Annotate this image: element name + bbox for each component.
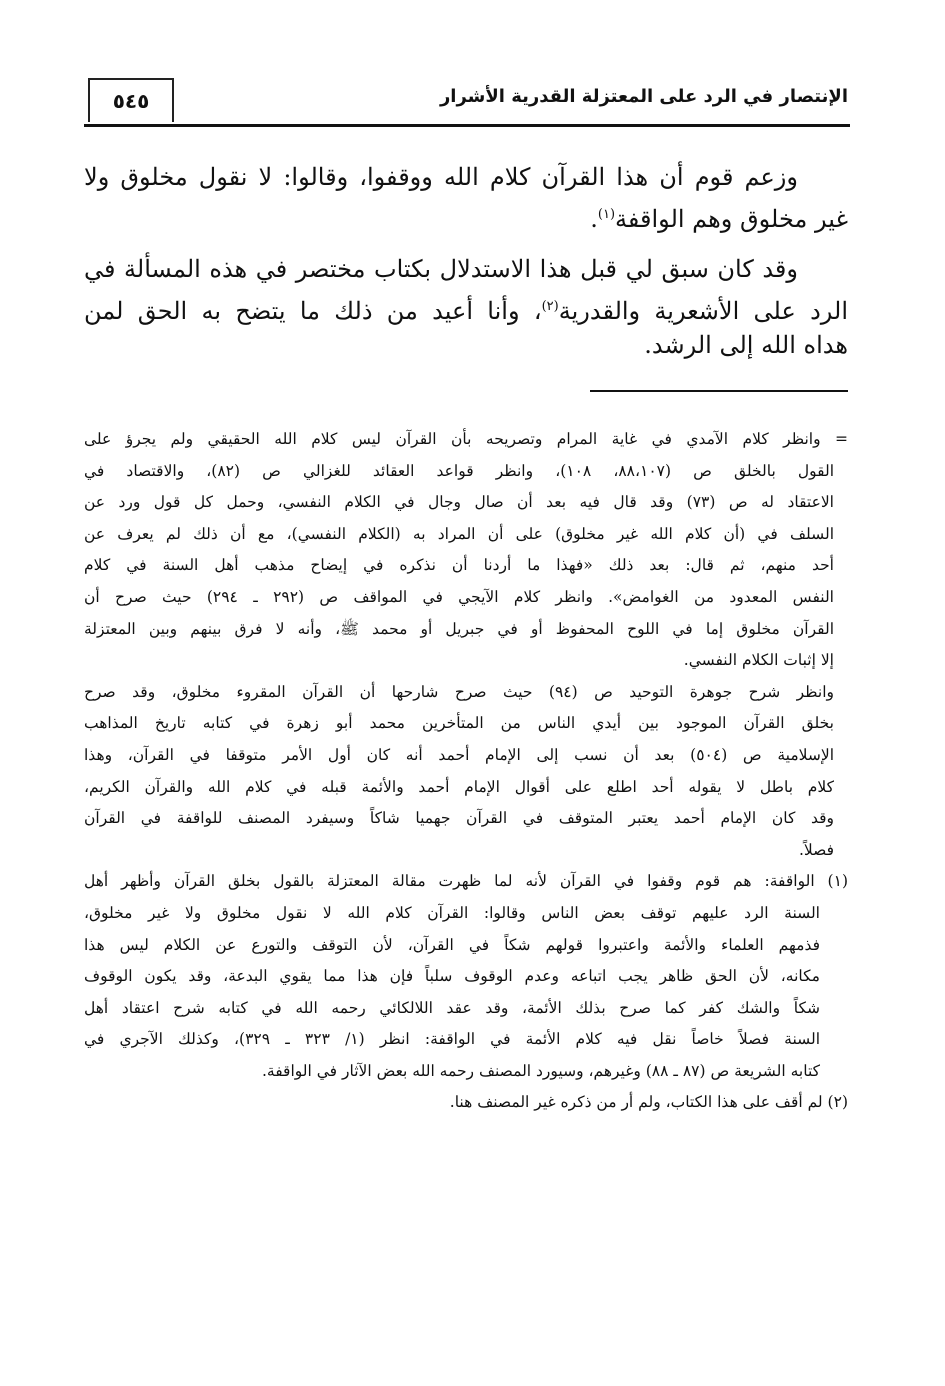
footnote-line: القول بالخلق ص (٨٨،١٠٧، ١٠٨)، وانظر قواعد العقائد للغزالي ص (٨٢)، والاقتصاد في [84,461,835,480]
body-line: هداه الله إلى الرشد. [644,331,848,359]
footnote-line: = وانظر كلام الآمدي في غاية المرام وتصريحه بأن القرآن ليس كلام الله الحقيقي ولم يجرؤ على [84,430,848,448]
body-text: ، وأنا أعيد من ذلك ما يتضح به الحق لمن [84,297,542,325]
body-line: غير مخلوق وهم الواقفة$^{(١)}$. [590,205,848,233]
footnote-line: إلا إثبات الكلام النفسي. [683,651,834,670]
footnote-line: أحد منهم، ثم قال: بعد ذلك «فهذا ما أردنا أن نذكره في إيضاح مذهب أهل السنة في كلام [84,556,834,575]
body-text: غير مخلوق وهم الواقفة [615,205,848,233]
footnote-line: السلف في (أن كلام الله غير مخلوق) على أن المراد به (الكلام النفسي)، مع أن ذلك لم يعرف عن [84,524,834,543]
footnotes [84,424,848,1119]
paragraph-1 [84,158,848,234]
footnote-1-line: مكانه، لأن الحق ظاهر يجب اتباعه وعدم الوقوف سلباً فإن هذا مما يقوي البدعة، وقد يكون الوقوف [84,967,820,986]
footnote-1-line: السنة فصلاً خاصاً نقل فيه كلام الأئمة في الواقفة: انظر (١/ ٣٢٣ ـ ٣٢٩)، وكذلك الآجري في [84,1030,820,1049]
footnote-line: بخلق القرآن الموجود بين أيدي الناس من المتأخرين محمد أبو زهرة في كتابه تاريخ المذاهب [84,714,834,733]
footnote-line: النفس المعدود من الغوامض». وانظر كلام الآيجي في المواقف ص (٢٩٢ ـ ٢٩٤) حيث صرح أن [84,587,834,606]
header-rule [84,124,850,127]
footnote-line: وانظر شرح جوهرة التوحيد ص (٩٤) حيث صرح شارحها أن القرآن المقروء مخلوق، وقد صرح [84,682,834,701]
footnote-line: كلام باطل لا يقوله أحد اطلع على أقوال الإمام أحمد والأئمة قبله في كلام الله والقرآن الكريم، [84,777,834,796]
footnote-line: وقد كان الإمام أحمد يعتبر المتوقف في القرآن جهميا شاكاً وسيفرد المصنف للواقفة في القرآن [84,809,834,828]
footnote-1-line: كتابه الشريعة ص (٨٧ ـ ٨٨) وغيرهم، وسيورد المصنف رحمه الله بعض الآثار في الواقفة. [261,1061,820,1080]
footnote-1-line: شكاً والشك كفر كما صرح بذلك الأئمة، وقد عقد اللالكائي رحمه الله في كتابه شرح اعتقاد أهل [84,998,820,1017]
body-text: الرد على الأشعرية والقدرية [558,297,848,325]
footnote-line: فصلاً. [798,840,834,859]
body-line: وقد كان سبق لي قبل هذا الاستدلال بكتاب مختصر في هذه المسألة في [84,255,798,283]
body-line [84,288,848,326]
footnote-2: (٢) لم أقف على هذا الكتاب، ولم أر من ذكره غير المصنف هنا. [449,1093,848,1112]
footnote-line: الإسلامية ص (٥٠٤) بعد أن نسب إلى الإمام أحمد أنه كان أول الأمر متوقفا في القرآن، وهذا [84,745,835,764]
footnote-1-line: فذمهم العلماء والأئمة واعتبروا قولهم شكاً في القرآن، لأن التوقف والتورع عن الكلام ليس هذا [84,935,820,954]
footnote-ref-2[interactable]: (٢) [541,299,559,314]
footnote-separator [590,390,848,392]
running-header-title: الإنتصار في الرد على المعتزلة القدرية الأشرار [439,86,848,107]
page-number: ٥٤٥ [88,78,174,122]
footnote-line: الاعتقاد له ص (٧٣) وقد قال فيه بعد أن صال وجال في الكلام النفسي، وحمل كل قول ورد عن [84,493,834,512]
footnote-ref-1[interactable]: (١) [597,207,616,222]
footnote-1-line: السنة الرد عليهم توقف بعض الناس وقالوا: القرآن كلام الله لا نقول مخلوق ولا غير مخلوق، [84,903,820,922]
footnote-line: القرآن مخلوق إما في اللوح المحفوظ أو في جبريل أو محمد ﷺ، وأنه لا فرق بينهم وبين المعتزلة [84,619,834,638]
paragraph-2 [84,250,848,364]
footnote-1-line: (١) الواقفة: هم قوم وقفوا في القرآن لأنه لما ظهرت مقالة المعتزلة بالقول بخلق القرآن وأظهر أهل [84,872,848,891]
body-line: وزعم قوم أن هذا القرآن كلام الله ووقفوا، وقالوا: لا نقول مخلوق ولا [84,163,798,191]
